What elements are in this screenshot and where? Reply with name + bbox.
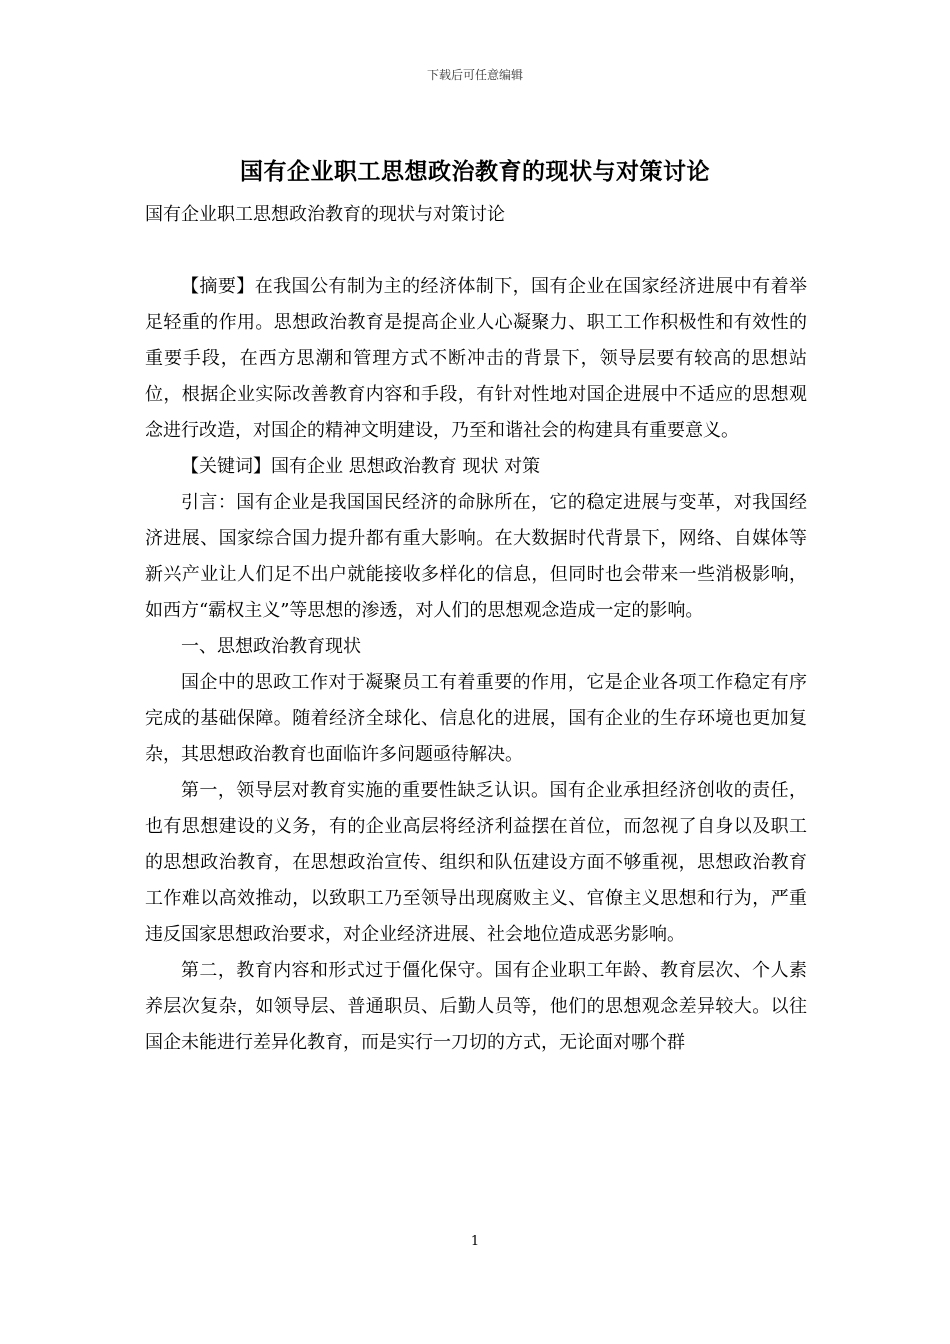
body-paragraph: 国企中的思政工作对于凝聚员工有着重要的作用，它是企业各项工作稳定有序完成的基础保障。随着经济全球化、信息化的进展，国有企业的生存环境也更加复杂，其思想政治教育也面临许多问题亟待解决。 (145, 672, 807, 765)
body-paragraph: 第二，教育内容和形式过于僵化保守。国有企业职工年龄、教育层次、个人素养层次复杂，如领导层、普通职员、后勤人员等，他们的思想观念差异较大。以往国企未能进行差异化教育，而是实行一刀切的方式，无论面对哪个群 (145, 960, 807, 1053)
document-subtitle: 国有企业职工思想政治教育的现状与对策讨论 (145, 204, 505, 225)
keywords-paragraph: 【关键词】国有企业 思想政治教育 现状 对策 (181, 456, 541, 477)
document-body (145, 269, 807, 1061)
section-heading: 一、思想政治教育现状 (181, 636, 361, 657)
introduction-paragraph: 引言：国有企业是我国国民经济的命脉所在，它的稳定进展与变革，对我国经济进展、国家综合国力提升都有重大影响。在大数据时代背景下，网络、自媒体等新兴产业让人们足不出户就能接收多样化的信息，但同时也会带来一些消极影响，如西方“霸权主义”等思想的渗透，对人们的思想观念造成一定的影响。 (145, 492, 807, 621)
document-title: 国有企业职工思想政治教育的现状与对策讨论 (240, 158, 710, 185)
page-number: 1 (470, 1234, 480, 1249)
abstract-paragraph: 【摘要】在我国公有制为主的经济体制下，国有企业在国家经济进展中有着举足轻重的作用。思想政治教育是提高企业人心凝聚力、职工工作积极性和有效性的重要手段，在西方思潮和管理方式不断冲击的背景下，领导层要有较高的思想站位，根据企业实际改善教育内容和手段，有针对性地对国企进展中不适应的思想观念进行改造，对国企的精神文明建设，乃至和谐社会的构建具有重要意义。 (145, 276, 807, 441)
page-header-note: 下载后可任意编辑 (426, 68, 523, 82)
body-paragraph: 第一，领导层对教育实施的重要性缺乏认识。国有企业承担经济创收的责任，也有思想建设的义务，有的企业高层将经济利益摆在首位，而忽视了自身以及职工的思想政治教育，在思想政治宣传、组织和队伍建设方面不够重视，思想政治教育工作难以高效推动，以致职工乃至领导出现腐败主义、官僚主义思想和行为，严重违反国家思想政治要求，对企业经济进展、社会地位造成恶劣影响。 (145, 780, 807, 945)
